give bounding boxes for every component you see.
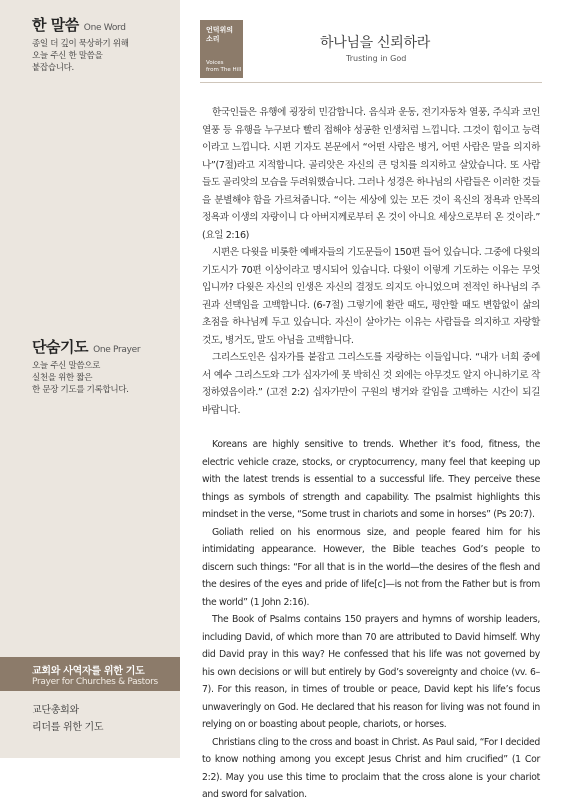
ko-paragraph: 한국인들은 유행에 굉장히 민감합니다. 음식과 운동, 전기자동차 열풍, 주식과 코인 열풍 등 유행을 누구보다 빨리 접해야 성공한 인생처럼 느낍니다. 그것이 힘이고 능력이라고 느낍니다. 시편 기자도 본문에서 “어떤 사람은 병거, 어떤 사람은 말을 의지하나”(7절)라고 지적합니다. 골리앗은 자신의 큰 덩치를 의지하고 살았습니다. 또 사람들도 골리앗의 모습을 두려워했습니다. 그러나 성경은 하나님의 사람들은 이러한 것들을 분별해야 함을 가르쳐줍니다. “이는 세상에 있는 모든 것이 육신의 정욕과 안목의 정욕과 이생의 자랑이니 다 아버지께로부터 온 것이 아니요 세상으로부터 온 것이라.” (요일 2:16) [202, 107, 540, 241]
en-paragraph: Goliath relied on his enormous size, and people feared him for his intimidating appearance. However, the Bible teaches God’s people to discern such things: “For all that is in the world—the desires of the flesh and the desires of the eyes and pride of life[c]—is not from the Father but is from the world” (1 John 2:16). [202, 526, 540, 608]
church-prayer-title: 교회와 사역자를 위한 기도 [32, 666, 145, 677]
church-prayer-title-en: Prayer for Churches & Pastors [32, 677, 158, 687]
en-paragraph: Christians cling to the cross and boast in Christ. As Paul said, “For I decided to know nothing among you except Jesus Christ and him crucified” (1 Cor 2:2). May you use this time to proclaim that the cross alone is your chariot and sword for salvation. [202, 736, 540, 800]
article-title: 하나님을 신뢰하라 [320, 35, 430, 51]
one-prayer-section [32, 336, 172, 396]
sidebar [0, 0, 180, 758]
ko-paragraph: 그리스도인은 십자가를 붙잡고 그리스도를 자랑하는 이들입니다. “내가 너희 중에서 예수 그리스도와 그가 십자가에 못 박히신 것 외에는 아무것도 알지 아니하기로 작정하였음이라.” (고전 2:2) 십자가만이 구원의 병거와 칼임을 고백하는 시간이 되길 바랍니다. [202, 352, 540, 416]
ko-paragraph: 시편은 다윗을 비롯한 예배자들의 기도문들이 150편 들어 있습니다. 그중에 다윗의 기도시가 70편 이상이라고 명시되어 있습니다. 다윗이 이렇게 기도하는 이유는 무엇입니까? 다윗은 자신의 인생은 자신의 결정도 의지도 아니었으며 전적인 하나님의 주권과 선택임을 고백합니다. (6-7절) 그렇기에 환란 때도, 평안할 때도 변함없이 삶의 초점을 하나님께 두고 있습니다. 자신이 살아가는 이유는 사람들을 의지하고 자랑할 것도, 병거도, 말도 아님을 고백합니다. [202, 247, 540, 346]
en-paragraph: Koreans are highly sensitive to trends. Whether it’s food, fitness, the electric vehicle craze, stocks, or cryptocurrency, many feel that keeping up with the latest trends is essential to a successful life. They perceive these things as symbols of strength and capability. The psalmist highlights this mindset in the verse, “Some trust in chariots and some in horses” (Ps 20:7). [202, 439, 540, 520]
church-prayer-desc: 교단총회와 리더를 위한 기도 [32, 705, 104, 733]
article-header [200, 20, 542, 78]
one-word-title-en: One Word [83, 23, 126, 33]
english-body [202, 436, 540, 804]
one-prayer-title-en: One Prayer [93, 345, 141, 355]
article-subtitle: Trusting in God [346, 54, 407, 63]
one-prayer-title: 단숨기도 [32, 338, 88, 356]
one-word-desc: 종일 더 깊이 묵상하기 위해 오늘 주신 한 말씀을 붙잡습니다. [32, 39, 129, 73]
church-prayer-banner [0, 657, 180, 691]
one-word-title: 한 말씀 [32, 16, 79, 34]
one-prayer-desc: 오늘 주신 말씀으로 실천을 위한 짧은 한 문장 기도를 기록합니다. [32, 361, 129, 395]
one-word-section [32, 14, 172, 74]
badge-label-en: Voices from The Hill [206, 60, 242, 73]
voices-badge [200, 20, 243, 78]
en-paragraph: The Book of Psalms contains 150 prayers and hymns of worship leaders, including David, of which more than 70 are attributed to David himself. Why did David pray in this way? He confessed that his life was not governed by his own decisions or will but entirely by God’s sovereignty and choice (vv. 6–7). For this reason, in times of trouble or peace, David kept his life’s focus unwaveringly on God. He declared that his reason for living was not found in relying on or boasting about people, chariots, or horses. [202, 614, 540, 730]
header-divider [200, 82, 542, 83]
korean-body [202, 104, 540, 419]
badge-label-ko: 언덕위의 소리 [206, 26, 234, 43]
